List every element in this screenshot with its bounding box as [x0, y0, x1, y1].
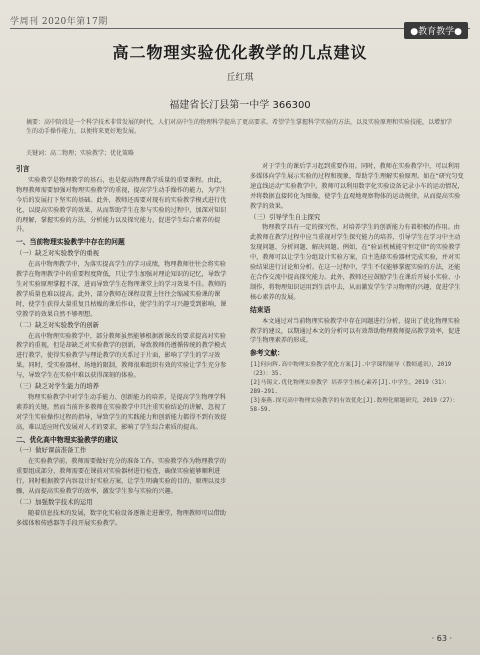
body-paragraph: 在实验教学前，教师需要做好充分的准备工作。实验教学作为物理教学的重要组成部分，教师需要在课前对实验器材进行检查，确保实验能够顺利进行，同时根据教学内容设计好实验方案，让学生明确实验的目的、原理以及步骤，从而提高实验教学的效率，激发学生参与实验的兴趣。: [16, 458, 227, 496]
reference-item: [3]秦燕.探究高中物理实验教学的有效优化[J].数理化解题研究，2019（27）：58-59.: [250, 398, 459, 414]
author-affiliation: 福建省长汀县第一中学 366300: [169, 100, 311, 111]
section-heading: 参考文献：: [250, 349, 284, 358]
body-paragraph: 实验教学是物理教学的基石，也是提高物理教学质量的重要课程。由此，物理教师需要加强对物理实验教学的重视，提高学生动手操作的能力，为学生今后的发展打下坚实的基础。此外，教师还需要对现有的实验教学模式进行优化，以提高实验教学的效果，从而帮助学生在参与实验的过程中，加深对知识的理解，掌握实验的方法，分析能力以及探究能力，促进学生综合素养的提升。: [16, 176, 227, 234]
body-paragraph: 物理教学具有一定的探究性，对培养学生的创新能力有着积极的作用。由此教师在教学过程中应当重视对学生探究能力的培养，引导学生在学习中主动发现问题、分析问题、解决问题。例如，在“验证机械能守恒定律”的实验教学中，教师可以让学生分组设计实验方案，自主选择实验器材完成实验，并对实验结果进行讨论和分析。在这一过程中，学生不仅能够掌握实验的方法，还能在合作交流中提高探究能力。此外，教师还应鼓励学生在课后开展小实验、小制作，将物理知识运用到生活中去，从而激发学生学习物理的兴趣，促进学生核心素养的发展。: [250, 224, 461, 301]
journal-issue-header: 学周刊 2020年第17期: [10, 17, 108, 27]
section-heading: （一）做好课前准备工作: [16, 446, 87, 455]
article-keywords: 关键词：高二物理；实验教学；优化策略: [26, 150, 135, 157]
body-paragraph: 物理实验教学中对学生动手能力、创新能力的培养，是提高学生物理学科素养的关键。然而当前许多教师在实验教学中只注重实验结论的讲解，忽视了对学生实验操作过程的指导，导致学生的实践能力和创新能力都得不到有效提高，难以适应时代发展对人才的要求，影响了学生综合素质的提高。: [16, 393, 227, 431]
section-heading: （二）加强数字技术的运用: [16, 498, 93, 506]
section-heading: （二）缺乏对实验教学的创新: [16, 320, 100, 329]
body-paragraph: 随着信息技术的发展，数字化实验设备逐渐走进课堂，物理教师可以借助多媒体和传感器等手段开展实验教学。: [16, 509, 226, 527]
reference-list: [250, 361, 464, 415]
section-heading: 一、当前物理实验教学中存在的问题: [16, 238, 125, 247]
article-title: 高二物理实验优化教学的几点建议: [112, 43, 368, 62]
section-heading: （三）缺乏对学生能力的培养: [16, 382, 100, 391]
body-paragraph: 本文通过对当前物理实验教学中存在问题进行分析，提出了优化物理实验教学的建议，以期通过本文的分析可以有效帮助物理教师提高教学效率，促进学生物理素养的形成。: [250, 317, 461, 345]
section-heading: 结束语: [250, 305, 271, 314]
left-text-column: [16, 162, 228, 529]
section-heading: 二、优化高中物理实验教学的建议: [16, 435, 118, 444]
article-author: 丘红琪: [226, 73, 254, 83]
reference-item: [1]何向辉.高中物理实验教学优化方案[J].中学课程辅导（教师通讯），2019（23）：35.: [250, 362, 452, 378]
section-heading: 引言: [16, 165, 30, 173]
section-heading: （三）引导学生自主探究: [250, 212, 321, 221]
reference-item: [2]马锡文.优化物理实验教学 培养学生核心素养[J].中学生，2019（31）：289-291.: [250, 380, 451, 396]
right-text-column: [250, 162, 464, 415]
body-paragraph: 在高中物理实验教学中，部分教师虽然能够根据新课改的要求提高对实验教学的重视，但是却缺乏对实验教学的创新，导致教师仍遵循传统的教学模式进行教学，使得实验教学与理论教学的关系过于片面，影响了学生的学习效果。同时，受实验器材、场地的限制，教师很难组织有效的实验让学生充分参与，导致学生在实验中难以获得深刻的体验。: [16, 332, 227, 380]
section-heading: （一）缺乏对实验教学的重视: [16, 249, 100, 258]
section-tag: ●教育教学●: [404, 22, 468, 39]
page-number: · 63 ·: [431, 634, 452, 643]
article-abstract: 摘要：高中阶段是一个科学技术非常发展的时代，人们对高中生的物理科学提出了更高要求。希望学生掌握科学实验的方法，以及实验原理和实验技能，以增加学生的动手操作能力，以便将来更好地发展。: [26, 119, 453, 135]
body-paragraph: 在高中物理教学中，为落实提高学生的学习成绩，物理教师往往会将实验教学在物理教学中的重要程度降低，只让学生加强对理论知识的记忆，导致学生对实验原理掌握不深，进而导致学生在物理课堂上的学习效果不佳。教师的教学质量也难以提高。此外，部分教师在课程设置上往往会缩减实验课的课时，使学生获得大量重复且枯燥的课后作业，使学生的学习兴趣受到影响，课堂教学的效果自然不够理想。: [16, 261, 227, 318]
header-divider: [10, 28, 470, 29]
body-paragraph: 对于学生的课后学习起到重要作用。同时，教师在实验教学中，可以利用多媒体向学生展示实验的过程和现象，帮助学生理解实验原理。如在“研究匀变速直线运动”实验教学中，教师可以利用数字化实验设备记录小车的运动情况，并将数据直接转化为图像，使学生直观地观察物体的运动规律，从而提高实验教学的效果。: [250, 163, 464, 210]
